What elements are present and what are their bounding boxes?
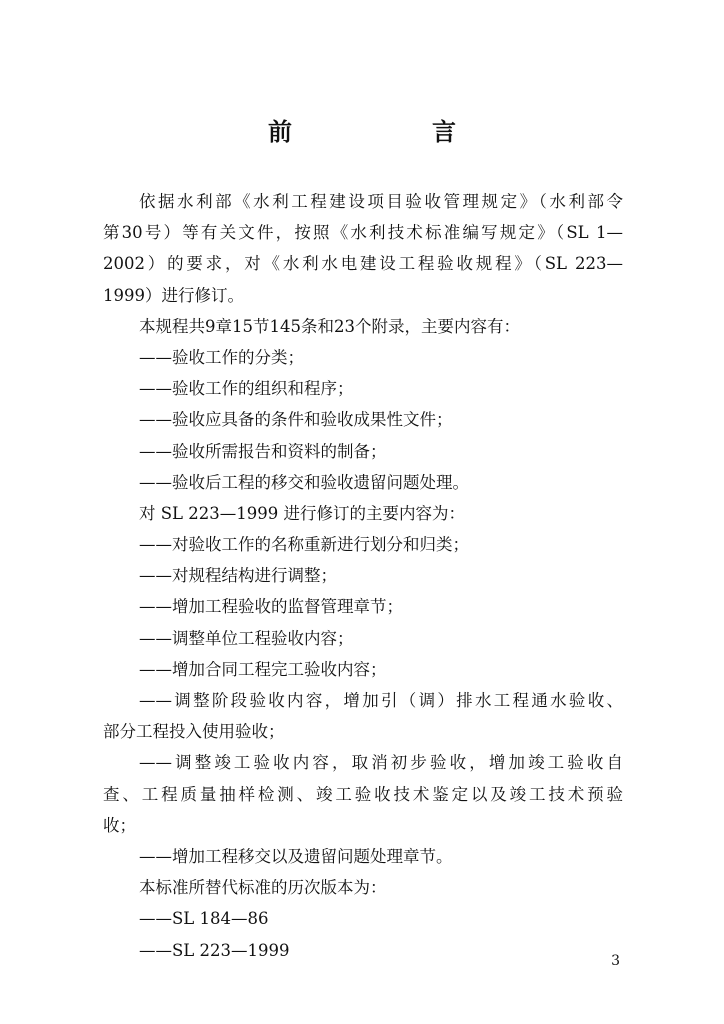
list-item: ——验收应具备的条件和验收成果性文件； [139,410,453,430]
page-title: 前 言 [268,118,514,146]
list-item: ——SL 184—86 [139,909,269,929]
text-line: 对 SL 223—1999 进行修订的主要内容为： [139,503,465,523]
list-item: ——调整竣工验收内容，取消初步验收，增加竣工验收自 [139,753,623,773]
text-line: 依据水利部《水利工程建设项目验收管理规定》（水利部令 [139,192,623,211]
page-number: 3 [611,953,620,969]
text-line: 本标准所替代标准的历次版本为： [139,878,387,898]
text-line: 1999）进行修订。 [103,285,244,305]
text-line: 查、工程质量抽样检测、竣工验收技术鉴定以及竣工技术预验 [103,784,623,804]
list-item: ——增加合同工程完工验收内容； [139,659,387,679]
list-item: ——验收后工程的移交和验收遗留问题处理。 [139,472,469,492]
list-item: ——验收所需报告和资料的制备； [139,441,387,461]
text-line: 收； [103,815,136,835]
list-item: ——验收工作的分类； [139,347,304,367]
text-line: 2002）的要求，对《水利水电建设工程验收规程》（SL 223— [103,254,623,274]
list-item: ——调整单位工程验收内容； [139,628,354,648]
list-item: ——对规程结构进行调整； [139,566,337,586]
list-item: ——SL 223—1999 [139,940,290,960]
list-item: ——增加工程验收的监督管理章节； [139,597,403,617]
list-item: ——对验收工作的名称重新进行划分和归类； [139,535,469,555]
list-item: ——增加工程移交以及遗留问题处理章节。 [139,846,453,866]
text-line: 第30号）等有关文件，按照《水利技术标准编写规定》（SL 1— [103,223,623,243]
text-line: 部分工程投入使用验收； [103,722,285,742]
list-item: ——验收工作的组织和程序； [139,379,354,399]
list-item: ——调整阶段验收内容，增加引（调）排水工程通水验收、 [139,691,623,710]
preface-body [103,186,623,966]
text-line: 本规程共9章15节145条和23个附录，主要内容有： [139,316,520,336]
